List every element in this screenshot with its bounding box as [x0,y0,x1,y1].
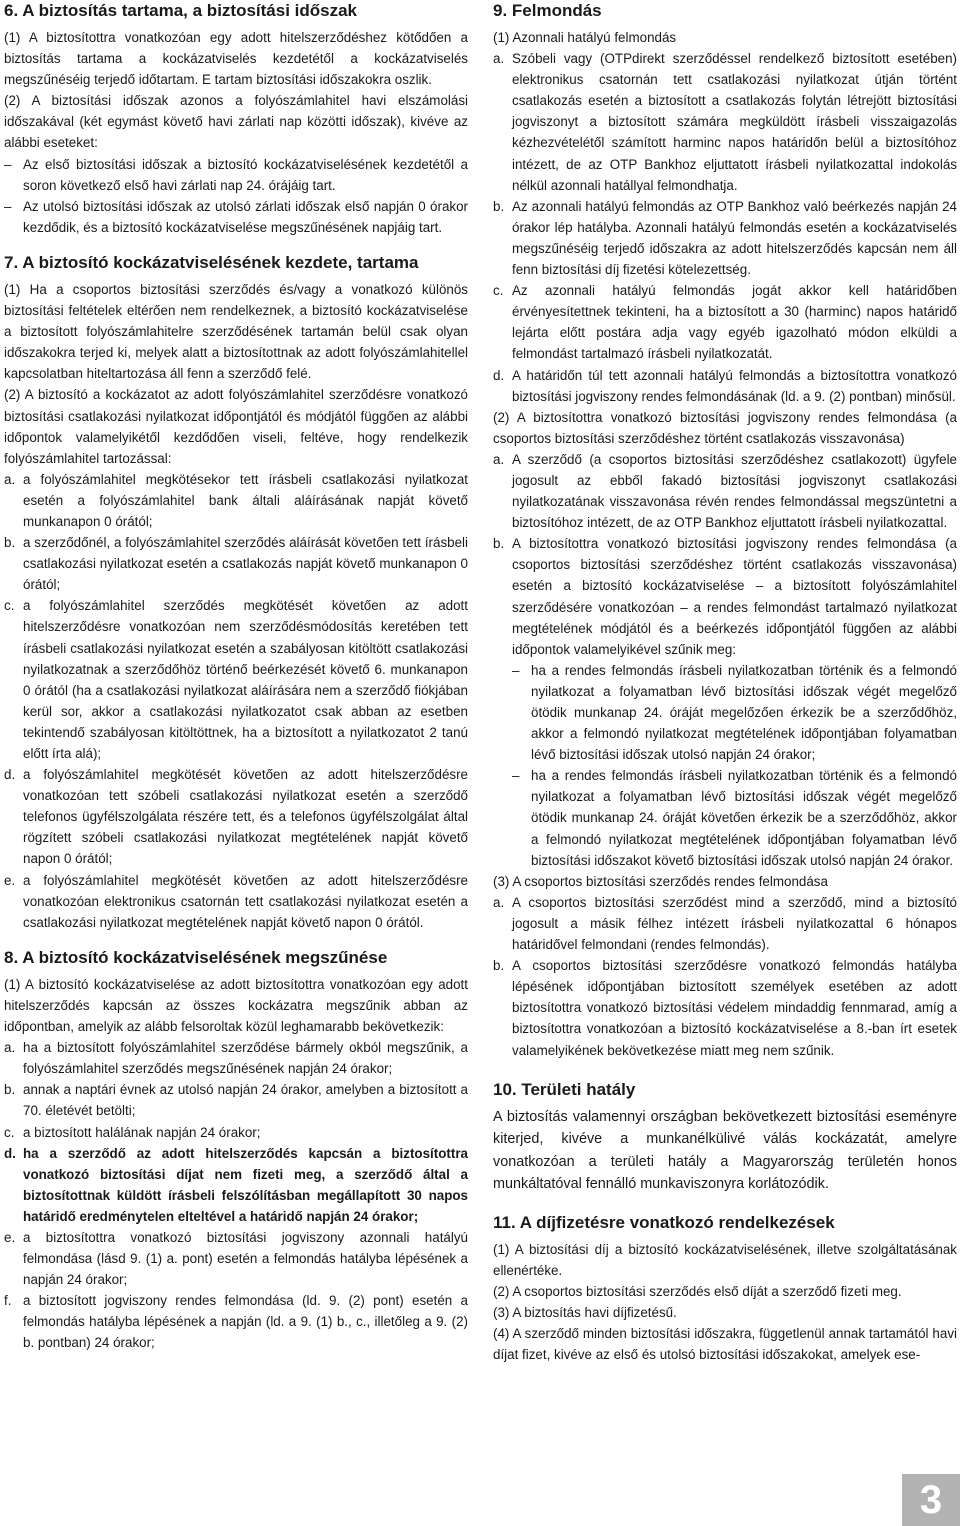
item-label: d. [4,1145,16,1161]
section-9-title: 9. Felmondás [493,1,602,20]
s9-2-item-b [493,533,957,660]
item-text: Az azonnali hatályú felmondás az OTP Bankhoz való beérkezés napján 24 órakor lép hatályba. Azonnali hatályú felmondás esetén a kockázatviselés megszűnéséig terjedő időszakra az adott hitelszerződés kapcsán nem áll fenn biztosítási díj fizetési kötelezettség. [512,198,957,278]
item-label: d. [493,367,505,383]
s9-paragraph-2: (2) A biztosítottra vonatkozó biztosítási jogviszony rendes felmondása (a csoportos biztosítási szerződéshez történt csatlakozás visszavonása) [493,409,957,446]
s11-paragraph-4: (4) A szerződő minden biztosítási időszakra, függetlenül annak tartamától havi díjat fizet, kivéve az első és utolsó biztosítási időszakokat, amelyek ese- [493,1325,957,1363]
section-6-title: 6. A biztosítás tartama, a biztosítási időszak [4,1,358,20]
section-8-title: 8. A biztosító kockázatviselésének megszűnése [4,947,388,967]
s8-item-c [4,1122,468,1143]
item-label: a. [493,51,505,67]
item-text: a biztosított jogviszony rendes felmondása (ld. 9. (2) pont) esetén a felmondás hatályba lépésének a napján (ld. a 9. (1) b., c., illetőleg a 9. (2) b. pontban) 24 órakor; [23,1293,468,1351]
item-label: b. [493,536,505,552]
item-text: a szerződőnél, a folyószámlahitel szerződés aláírását követően tett írásbeli csatlakozási nyilatkozat esetén a csatlakozás napját követő munkanapon 0 órától; [23,535,468,593]
item-text: A biztosítottra vonatkozó biztosítási jogviszony rendes felmondása (a csoportos biztosítási szerződéshez történt csatlakozás visszavonása) esetén a biztosító kockázatviselése – a biztosított folyószámlahitel szerződésére vonatkozóan – a rendes felmondást tartalmazó nyilatkozat megtételének módjától és a beérkezés időpontjától függően az alábbi időpontok valamelyikével szűnik meg: [512,536,957,657]
s8-item-d [4,1143,468,1227]
s7-item-a [4,469,468,532]
s8-item-b [4,1079,468,1121]
item-text: a folyószámlahitel szerződés megkötését követően az adott hitelszerződésre vonatkozóan nem szerződésmódosítás keretében tett írásbeli csatlakozási nyilatkozat esetén a szabályosan kitöltött csatlakozási nyilatkozatnak a szerződőhöz történő beérkezését követő 6. munkanapon 0 órától (ha a csatlakozási nyilatkozat aláírására nem a szerződő fiókjában kerül sor, akkor a csatlakozási nyilatkozatot csak abban az esetben tekintendő szabályosan kitöltöttnek, ha a biztosított a nyilatkozatot 2 tanú előtt írta alá); [23,598,468,761]
item-label: d. [4,767,16,783]
s7-paragraph-1: (1) Ha a csoportos biztosítási szerződés és/vagy a vonatkozó különös biztosítási feltételek eltérően nem rendelkeznek, a biztosító kockázatviselése a biztosított folyószámlahitelre szerződésének tartamán belül csak olyan időszakokra terjed ki, melyek alatt a biztosítottnak az adott folyószámlahitellel kapcsolatban hiteltartozása áll fenn a szerződő felé. [4,281,468,382]
s9-2b-dash-item-1: – ha a rendes felmondás írásbeli nyilatkozatban történik és a felmondó nyilatkozat a folyamatban lévő biztosítási időszak végét megelőző ötödik munkanap 24. óráját megelőzően érkezik be a szerződőhöz, akkor a felmondó nyilatkozat megtételének időpontjában folyamatban lévő biztosítási időszak utolsó napján 24 órakor; [493,660,957,765]
item-label: e. [4,872,16,888]
item-label: a. [4,1040,16,1056]
item-text: annak a naptári évnek az utolsó napján 24 órakor, amelyben a biztosított a 70. életévét betölti; [23,1082,468,1119]
s8-item-f [4,1290,468,1353]
item-label: b. [493,198,505,214]
s8-item-a [4,1037,468,1079]
item-label: e. [4,1229,16,1245]
item-label: b. [4,1082,16,1098]
s7-paragraph-2: (2) A biztosító a kockázatot az adott folyószámlahitel szerződésre vonatkozó biztosítási csatlakozási nyilatkozat időpontjától és módjától függően az alábbi időpontok valamelyikétől kezdődően viseli, feltéve, hogy rendelkezik folyószámlahitel tartozással: [4,387,468,466]
item-label: b. [493,958,505,974]
s9-item-a [493,48,957,196]
item-text: a biztosított halálának napján 24 órakor; [23,1124,261,1140]
s9-2b-dash-item-2: – ha a rendes felmondás írásbeli nyilatkozatban történik és a felmondó nyilatkozat a folyamatban lévő biztosítási időszak végét megelőző ötödik munkanap 24. óráját követően érkezik be a szerződőhöz, akkor a felmondó nyilatkozat megtételének időpontjában folyamatban lévő biztosítási időszakot követő biztosítási időszak utolsó napján 24 órakor. [493,765,957,870]
item-text: A csoportos biztosítási szerződésre vonatkozó felmondás hatályba lépésének időpontjában biztosított személyek esetében az adott biztosítottra vonatkozó biztosítási védelem mindaddig fennmarad, amíg a biztosítottra vonatkozóan a biztosító kockázatviselése a 8.-ban írt esetek valamelyikének bekövetkezése miatt meg nem szűnik. [512,958,957,1058]
s6-dash-item-2: – Az utolsó biztosítási időszak az utolsó zárlati időszak első napján 0 órakor kezdődik, és a biztosító kockázatviselése megszűnésének napjáig tart. [4,196,468,238]
s7-item-e [4,870,468,933]
item-text: ha a biztosított folyószámlahitel szerződése bármely okból megszűnik, a folyószámlahitel szerződés megszűnésének napján 24 órakor; [23,1040,468,1077]
s8-paragraph-1: (1) A biztosító kockázatviselése az adott biztosítottra vonatkozóan egy adott hitelszerződés kapcsán az összes kockázatra megszűnik abban az időpontban, amelyik az alább felsoroltak közül leghamarabb bekövetkezik: [4,976,468,1035]
item-text: Szóbeli vagy (OTPdirekt szerződéssel rendelkező biztosított esetében) elektronikus csatornán tett csatlakozási nyilatkozat útján történt csatlakozás esetén a biztosított a csatlakozás folytán létrejött biztosítási jogviszonyt a biztosított számára megküldött írásbeli visszaigazolás kézhezvételétől számított harminc napos határidőn belül a biztosítóhoz intézett, de az OTP Bankhoz eljuttatott írásbeli nyilatkozattal indokolás nélkül azonnali hatállyal felmondhatja. [512,51,957,193]
left-column [4,0,468,1354]
item-text: ha a szerződő az adott hitelszerződés kapcsán a biztosítottra vonatkozó biztosítási díjat nem fizeti meg, a szerződő által a biztosítottnak küldött írásbeli felszólításban megállapított 30 napos határidő eredménytelen elteltével a határidő napján 24 órakor; [23,1145,468,1224]
right-column [493,0,957,1365]
s9-item-c [493,280,957,364]
item-label: c. [4,598,15,614]
page-number: 3 [902,1474,960,1526]
s11-paragraph-2: (2) A csoportos biztosítási szerződés első díját a szerződő fizeti meg. [493,1283,902,1299]
s6-dash-item-1: – Az első biztosítási időszak a biztosító kockázatviselésének kezdetétől a soron következő első havi zárlati nap 24. órájáig tart. [4,154,468,196]
section-10-title: 10. Területi hatály [493,1079,636,1099]
s7-item-c [4,595,468,764]
s6-paragraph-1: (1) A biztosítottra vonatkozóan egy adott hitelszerződéshez kötődően a biztosítás tartama a kockázatviselés kezdetétől a kockázatviselés megszűnéséig terjedő időtartam. E tartam biztosítási időszakokra oszlik. [4,30,468,88]
item-label: b. [4,535,16,551]
item-text: A szerződő (a csoportos biztosítási szerződéshez csatlakozott) ügyfele jogosult az ebből fakadó biztosítási jogviszonyt csatlakozási nyilatkozatának visszavonása révén rendes felmondással megszüntetni a biztosítóhoz intézett, de az OTP Bankhoz eljuttatott írásbeli nyilatkozattal. [512,451,957,531]
item-label: c. [493,283,504,299]
s8-item-e [4,1227,468,1290]
s9-item-b [493,196,957,280]
s10-paragraph-1: A biztosítás valamennyi országban bekövetkezett biztosítási eseményre kiterjed, kivéve a munkanélkülivé válás kockázatát, amelyre vonatkozóan a területi hatály a Magyarország területén honos munkáltatóval fennálló munkaviszonyra korlátozódik. [493,1108,957,1193]
s11-paragraph-1: (1) A biztosítási díj a biztosító kockázatviselésének, illetve szolgáltatásának ellenértéke. [493,1241,957,1278]
item-text: a folyószámlahitel megkötését követően az adott hitelszerződésre vonatkozóan tett szóbeli csatlakozási nyilatkozat esetén a szerződő telefonos ügyfélszolgálata részére tett, és a telefonos ügyfélszolgálat által rögzített szóbeli csatlakozási nyilatkozat megtételének napját követő napon 0 órától; [23,767,468,867]
section-7-title: 7. A biztosító kockázatviselésének kezdete, tartama [4,252,419,272]
item-text: A csoportos biztosítási szerződést mind a szerződő, mind a biztosító jogosult a másik félhez intézett írásbeli nyilatkozattal 6 hónapos határidővel felmondani (rendes felmondás). [512,894,957,953]
item-text: a biztosítottra vonatkozó biztosítási jogviszony azonnali hatályú felmondása (lásd 9. (1) a. pont) esetén a felmondás hatályba lépésének a napján 24 órakor; [23,1229,468,1288]
item-label: f. [4,1293,12,1309]
s7-item-b [4,532,468,595]
s11-paragraph-3: (3) A biztosítás havi díjfizetésű. [493,1304,677,1320]
item-text: Az azonnali hatályú felmondás jogát akkor kell határidőben érvényesítettnek tekinteni, ha a biztosított a 30 (harminc) napos határidő lejárta előtt postára adja vagy egyéb igazolható módon elküldi a felmondást tartalmazó írásbeli nyilatkozatát. [512,283,957,362]
s9-paragraph-1: (1) Azonnali hatályú felmondás [493,30,677,45]
s9-item-d [493,365,957,407]
item-label: c. [4,1124,15,1140]
s9-3-item-b [493,955,957,1060]
item-label: a. [4,471,16,487]
item-text: a folyószámlahitel megkötését követően az adott hitelszerződésre vonatkozóan elektronikus csatornán tett csatlakozási nyilatkozat esetén a csatlakozási nyilatkozat megtételének napját követő napon 0 órától. [23,872,468,930]
item-text: A határidőn túl tett azonnali hatályú felmondás a biztosítottra vonatkozó biztosítási jogviszony rendes felmondásának (ld. a 9. (2) pontban) minősül. [512,367,957,404]
s9-2-item-a [493,449,957,533]
s7-item-d [4,764,468,869]
s6-paragraph-2: (2) A biztosítási időszak azonos a folyószámlahitel havi elszámolási időszakával (két egymást követő havi zárlati nap közötti időszak), kivéve az alábbi eseteket: [4,93,468,151]
section-11-title: 11. A díjfizetésre vonatkozó rendelkezések [493,1212,835,1232]
s9-3-item-a [493,892,957,955]
item-label: a. [493,451,505,467]
s9-paragraph-3: (3) A csoportos biztosítási szerződés rendes felmondása [493,873,828,889]
item-text: a folyószámlahitel megkötésekor tett írásbeli csatlakozási nyilatkozat esetén a folyószámlahitel bank általi aláírásának napját követő munkanapon 0 órától; [23,471,468,529]
item-label: a. [493,894,505,910]
